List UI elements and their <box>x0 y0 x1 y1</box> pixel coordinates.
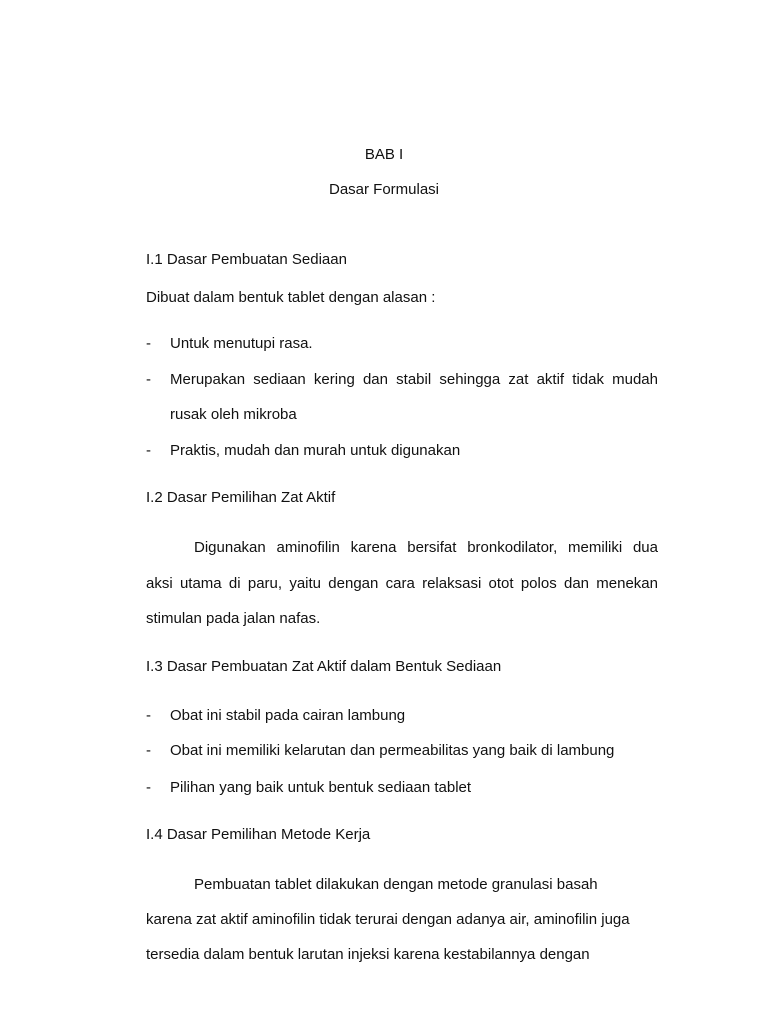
section-heading-4: I.4 Dasar Pemilihan Metode Kerja <box>146 826 371 843</box>
bullet-item: Untuk menutupi rasa. <box>170 335 313 352</box>
bullet-item: Pilihan yang baik untuk bentuk sediaan tablet <box>170 779 472 796</box>
bullet-dash: - <box>146 371 151 388</box>
bullet-dash: - <box>146 442 151 459</box>
paragraph-line: karena zat aktif aminofilin tidak terurai dengan adanya air, aminofilin juga <box>146 911 630 928</box>
bullet-dash: - <box>146 742 151 759</box>
bullet-dash: - <box>146 707 151 724</box>
bullet-item: Merupakan sediaan kering dan stabil sehingga zat aktif tidak mudah <box>170 371 658 388</box>
section-heading-3: I.3 Dasar Pembuatan Zat Aktif dalam Bentuk Sediaan <box>146 658 502 675</box>
bullet-item: Obat ini stabil pada cairan lambung <box>170 707 406 724</box>
chapter-title: Dasar Formulasi <box>328 181 440 198</box>
paragraph-line: Digunakan aminofilin karena bersifat bronkodilator, memiliki dua <box>194 539 658 556</box>
paragraph-line: aksi utama di paru, yaitu dengan cara relaksasi otot polos dan menekan <box>146 575 658 592</box>
paragraph-line: tersedia dalam bentuk larutan injeksi karena kestabilannya dengan <box>146 946 590 963</box>
chapter-number: BAB I <box>364 146 404 163</box>
bullet-item-continuation: rusak oleh mikroba <box>170 406 297 423</box>
bullet-dash: - <box>146 335 151 352</box>
paragraph-line: stimulan pada jalan nafas. <box>146 610 321 627</box>
bullet-item: Obat ini memiliki kelarutan dan permeabilitas yang baik di lambung <box>170 742 615 759</box>
section-1-intro: Dibuat dalam bentuk tablet dengan alasan : <box>146 289 436 306</box>
paragraph-line: Pembuatan tablet dilakukan dengan metode granulasi basah <box>194 876 598 893</box>
section-heading-2: I.2 Dasar Pemilihan Zat Aktif <box>146 489 336 506</box>
bullet-dash: - <box>146 779 151 796</box>
section-heading-1: I.1 Dasar Pembuatan Sediaan <box>146 251 347 268</box>
bullet-item: Praktis, mudah dan murah untuk digunakan <box>170 442 461 459</box>
